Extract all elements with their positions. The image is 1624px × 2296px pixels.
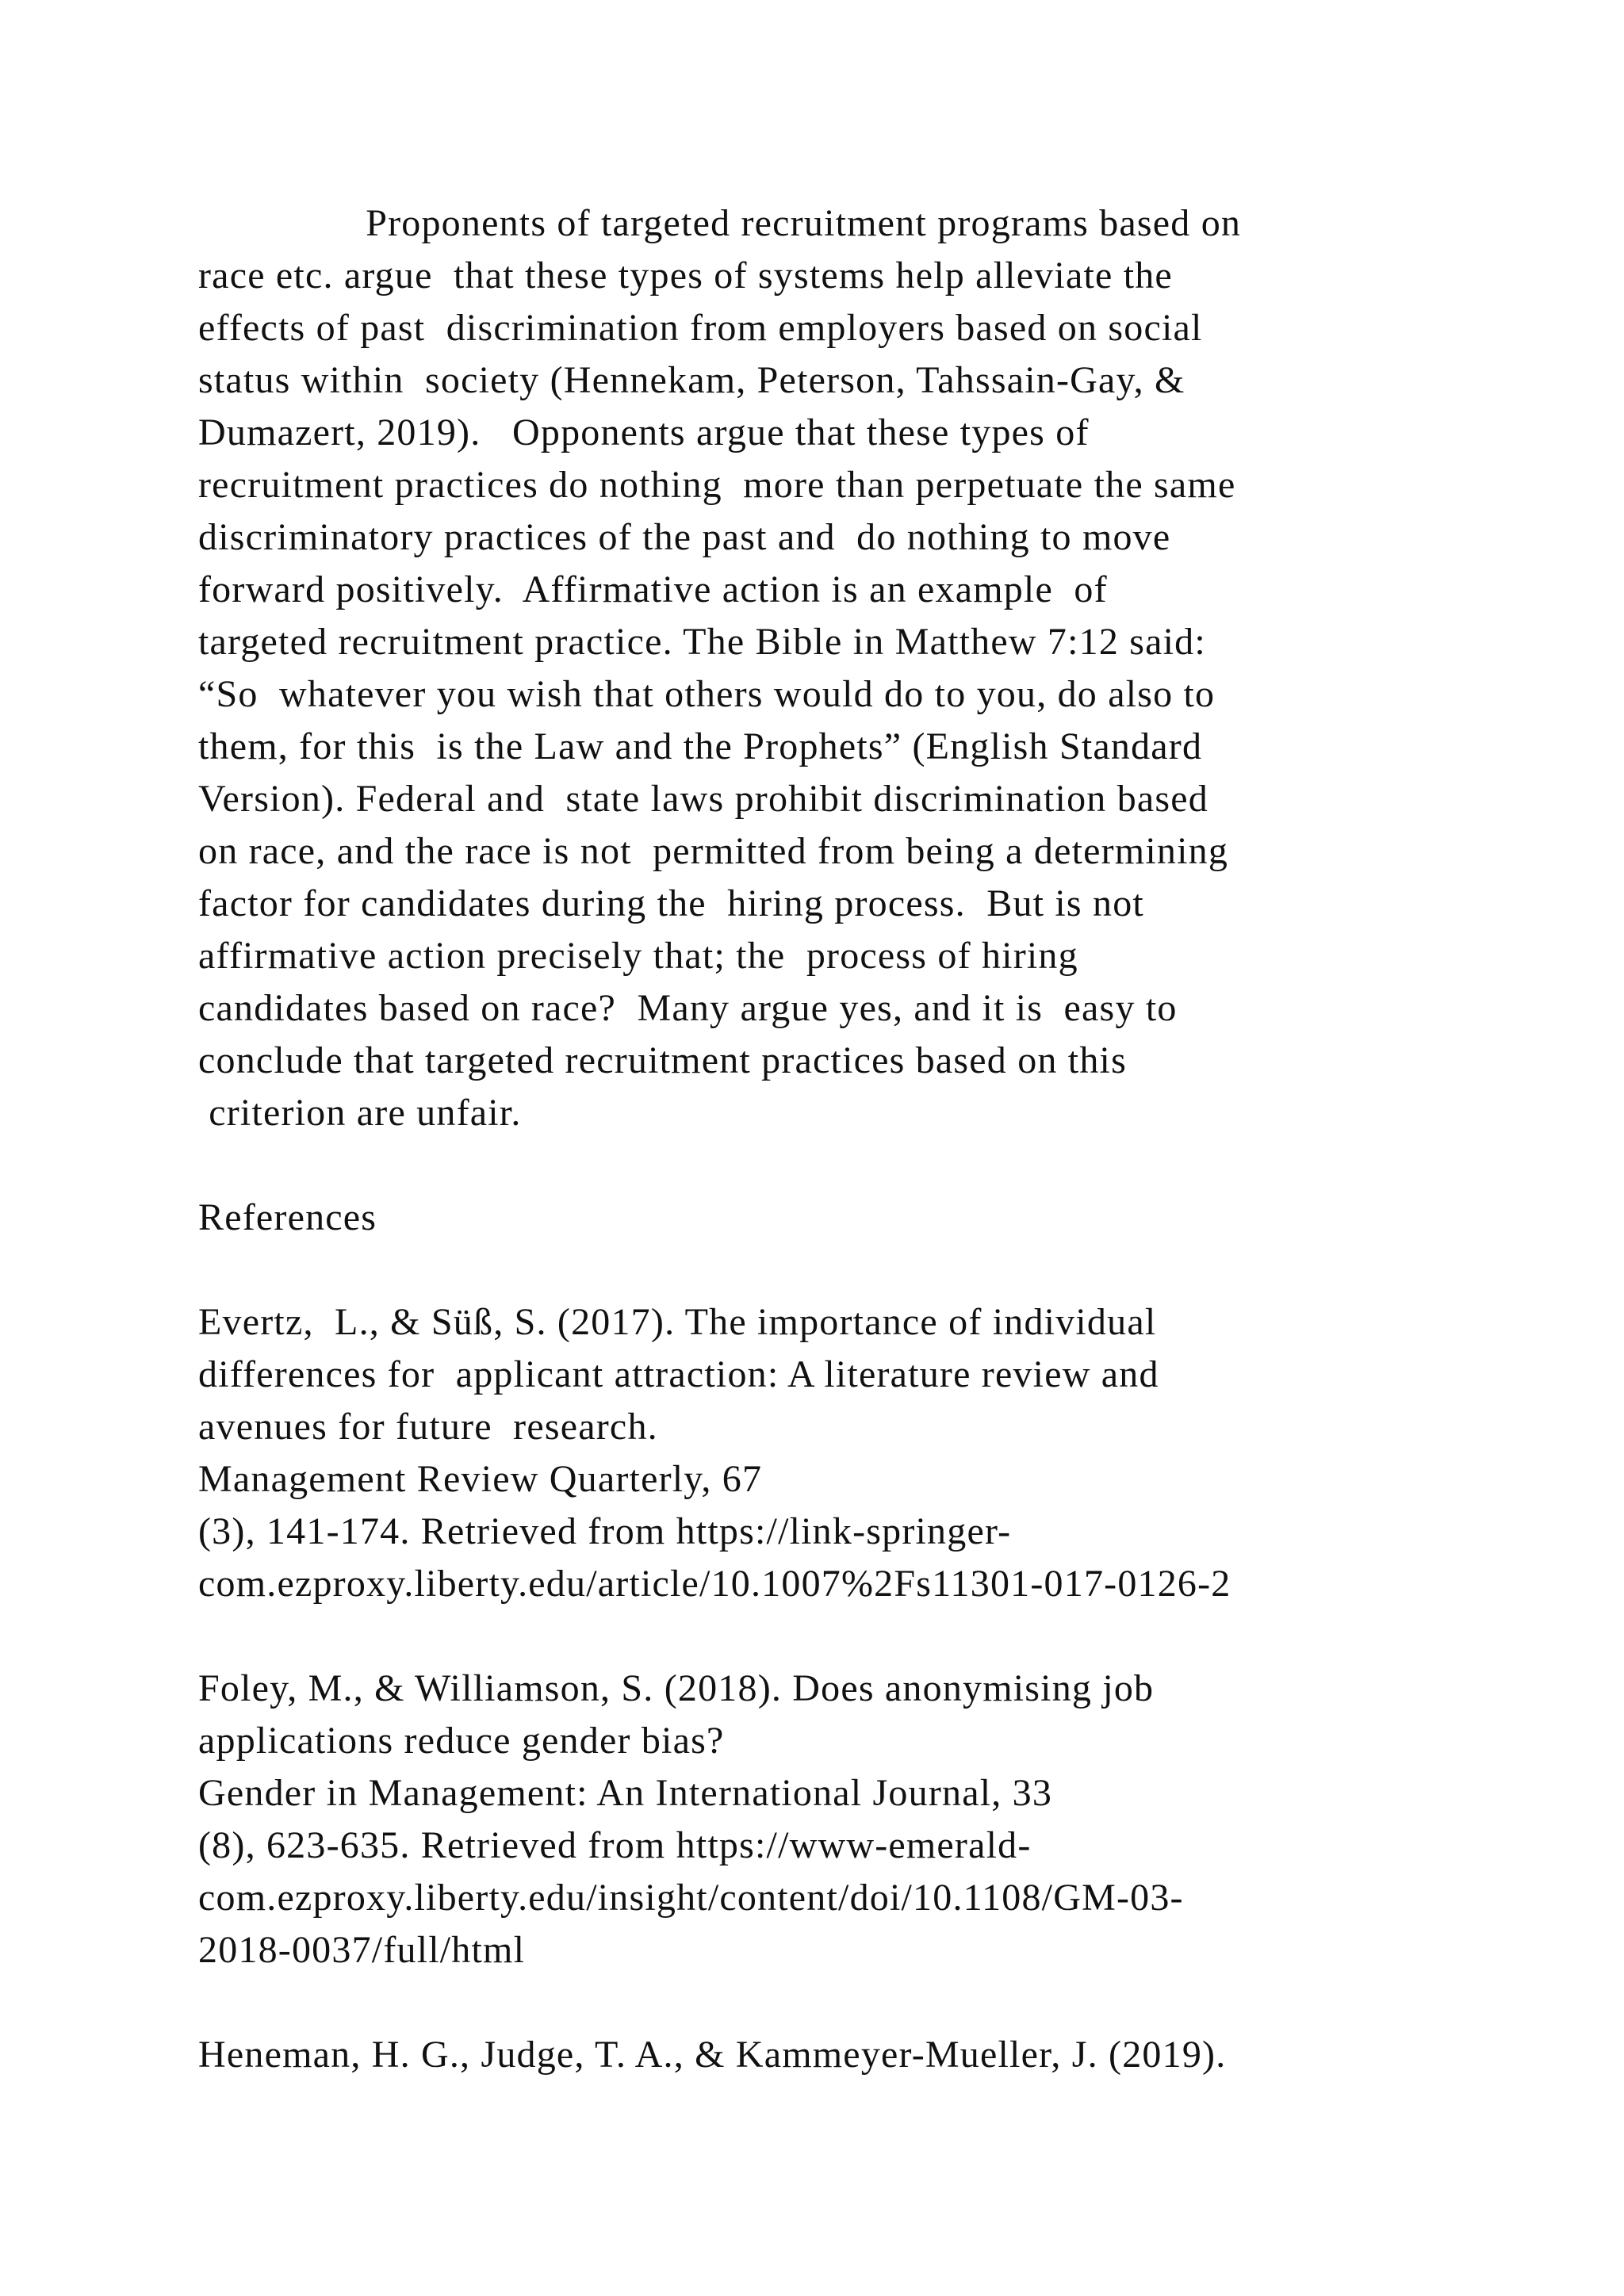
body-line: candidates based on race? Many argue yes, and it is easy to bbox=[198, 987, 1178, 1029]
body-line: effects of past discrimination from employers based on social bbox=[198, 307, 1203, 349]
reference-line: Heneman, H. G., Judge, T. A., & Kammeyer-Mueller, J. (2019). bbox=[198, 2034, 1227, 2076]
body-line: criterion are unfair. bbox=[198, 1092, 522, 1134]
reference-line: Evertz, L., & Süß, S. (2017). The importance of individual bbox=[198, 1301, 1157, 1343]
body-line: Dumazert, 2019). Opponents argue that these types of bbox=[198, 411, 1090, 453]
reference-url-line: com.ezproxy.liberty.edu/article/10.1007%2Fs11301-017-0126-2 bbox=[198, 1563, 1231, 1605]
body-line: race etc. argue that these types of systems help alleviate the bbox=[198, 254, 1173, 297]
body-line: conclude that targeted recruitment practices based on this bbox=[198, 1039, 1127, 1081]
body-line: factor for candidates during the hiring process. But is not bbox=[198, 882, 1144, 924]
reference-journal-line: Management Review Quarterly, 67 bbox=[198, 1458, 763, 1500]
reference-line: Foley, M., & Williamson, S. (2018). Does anonymising job bbox=[198, 1667, 1155, 1709]
body-line: forward positively. Affirmative action is an example of bbox=[198, 568, 1108, 610]
body-line: on race, and the race is not permitted from being a determining bbox=[198, 830, 1229, 872]
reference-line: applications reduce gender bias? bbox=[198, 1720, 725, 1762]
body-line: affirmative action precisely that; the process of hiring bbox=[198, 935, 1078, 977]
reference-journal-line: Gender in Management: An International Journal, 33 bbox=[198, 1772, 1053, 1814]
body-line: targeted recruitment practice. The Bible in Matthew 7:12 said: bbox=[198, 621, 1206, 663]
body-line: recruitment practices do nothing more than perpetuate the same bbox=[198, 464, 1236, 506]
reference-url-line: com.ezproxy.liberty.edu/insight/content/doi/10.1108/GM-03- bbox=[198, 1877, 1184, 1919]
body-line: discriminatory practices of the past and do nothing to move bbox=[198, 516, 1171, 558]
reference-line: avenues for future research. bbox=[198, 1406, 658, 1448]
reference-url-line: 2018-0037/full/html bbox=[198, 1929, 526, 1971]
body-line: them, for this is the Law and the Prophets” (English Standard bbox=[198, 725, 1203, 767]
references-heading: References bbox=[198, 1196, 377, 1238]
reference-line: (8), 623-635. Retrieved from https://www-emerald- bbox=[198, 1824, 1032, 1866]
body-line: “So whatever you wish that others would do to you, do also to bbox=[198, 673, 1216, 715]
body-line: Version). Federal and state laws prohibit discrimination based bbox=[198, 778, 1208, 820]
reference-line: differences for applicant attraction: A literature review and bbox=[198, 1353, 1159, 1395]
reference-line: (3), 141-174. Retrieved from https://link-springer- bbox=[198, 1510, 1012, 1552]
body-line: Proponents of targeted recruitment programs based on bbox=[198, 202, 1242, 244]
body-line: status within society (Hennekam, Peterson, Tahssain-Gay, & bbox=[198, 359, 1185, 401]
